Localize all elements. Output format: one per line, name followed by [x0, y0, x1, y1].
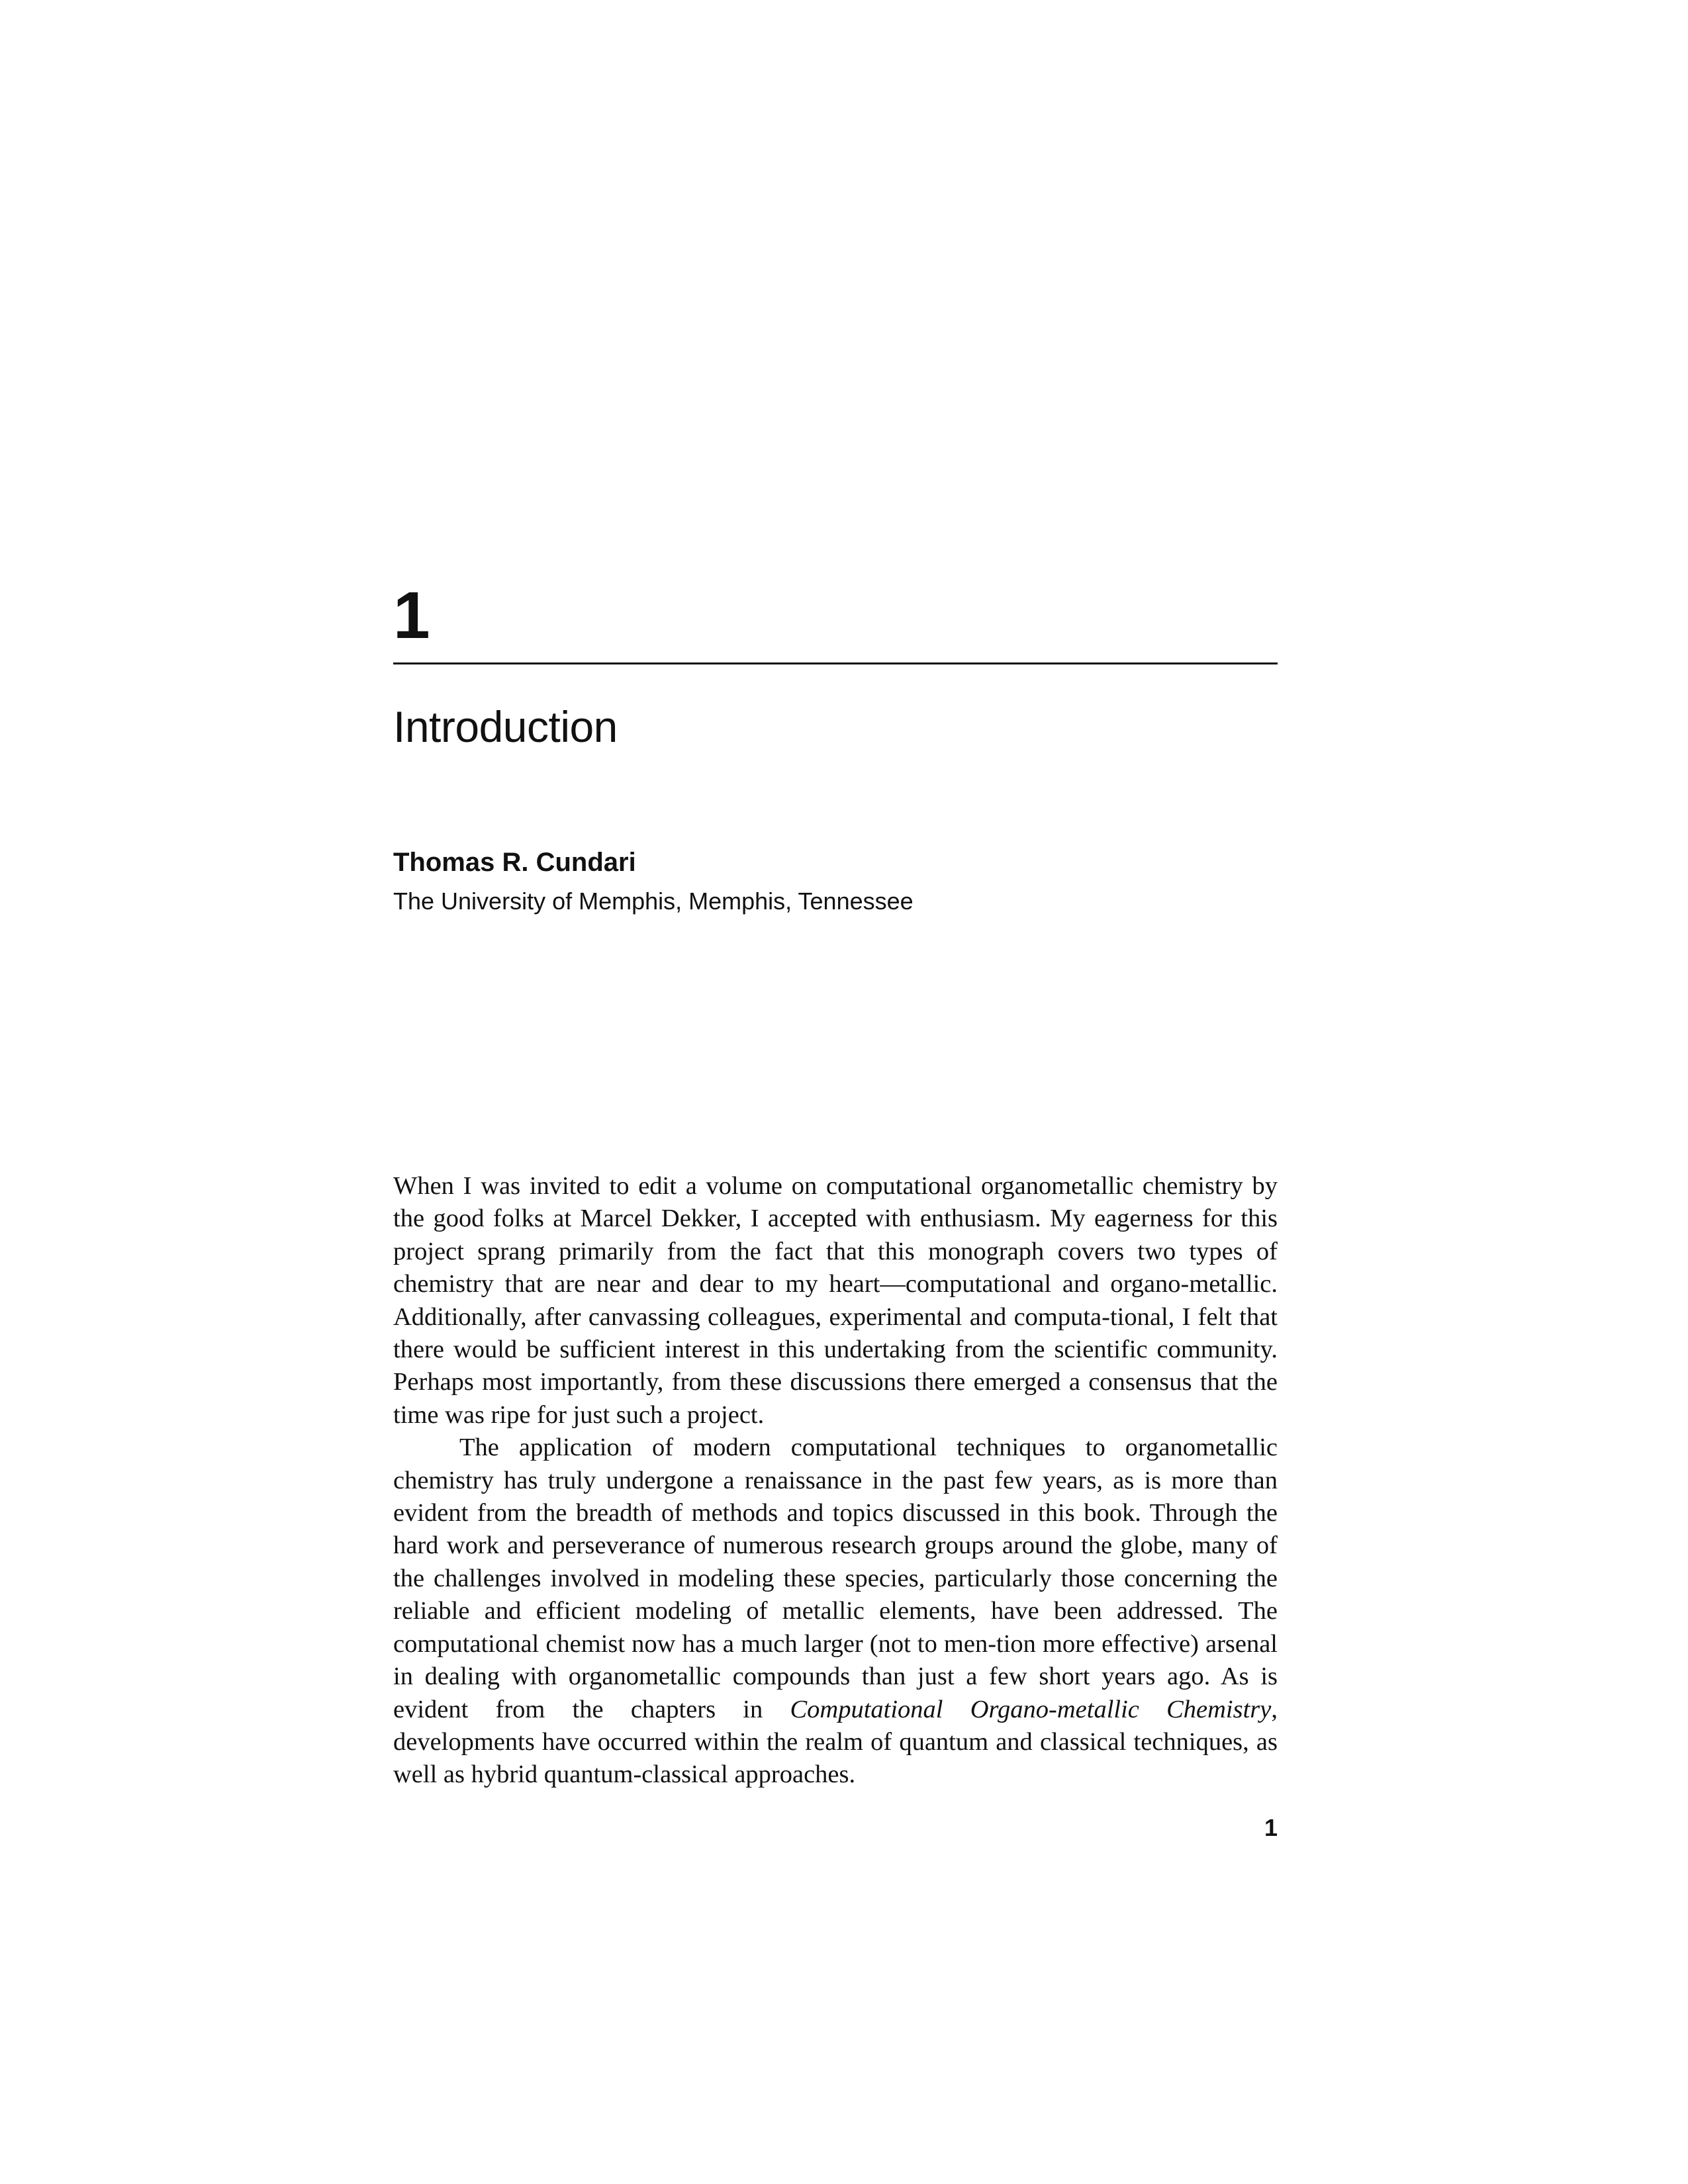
paragraph: When I was invited to edit a volume on computational organometallic chemistry by the good folks at Marcel Dekker, I accepted with enthusiasm. My eagerness for this project sprang primarily from the fact that this monograph covers two types of chemistry that are near and dear to my heart—computational and organo-metallic. Additionally, after canvassing colleagues, experimental and computa-tional, I felt that there would be sufficient interest in this undertaking from the scientific community. Perhaps most importantly, from these discussions there emerged a consensus that the time was ripe for just such a project.	[393, 1172, 1278, 1429]
paragraph	[393, 1432, 1278, 1791]
book-title-italic: Computational Organo-metallic Chemistry	[790, 1695, 1272, 1723]
author-affiliation: The University of Memphis, Memphis, Tennessee	[393, 887, 914, 915]
page-number: 1	[1264, 1814, 1278, 1841]
paragraph-text: , developments have occurred within the realm of quantum and classical techniques, as well as hybrid quantum-classical approaches.	[393, 1695, 1278, 1789]
paragraph-text: The application of modern computational techniques to organometallic chemistry has truly undergone a renaissance in the past few years, as is more than evident from the breadth of methods and topics discussed in this book. Through the hard work and perseverance of numerous research groups around the globe, many of the challenges involved in modeling these species, particularly those concerning the reliable and efficient modeling of metallic elements, have been addressed. The computational chemist now has a much larger (not to men-tion more effective) arsenal in dealing with organometallic compounds than just a few short years ago. As is evident from the chapters in	[393, 1433, 1278, 1723]
chapter-rule	[393, 662, 1278, 664]
chapter-title: Introduction	[393, 702, 618, 751]
author-name: Thomas R. Cundari	[393, 848, 636, 877]
chapter-number: 1	[393, 578, 430, 653]
body-text	[393, 1170, 1278, 1792]
